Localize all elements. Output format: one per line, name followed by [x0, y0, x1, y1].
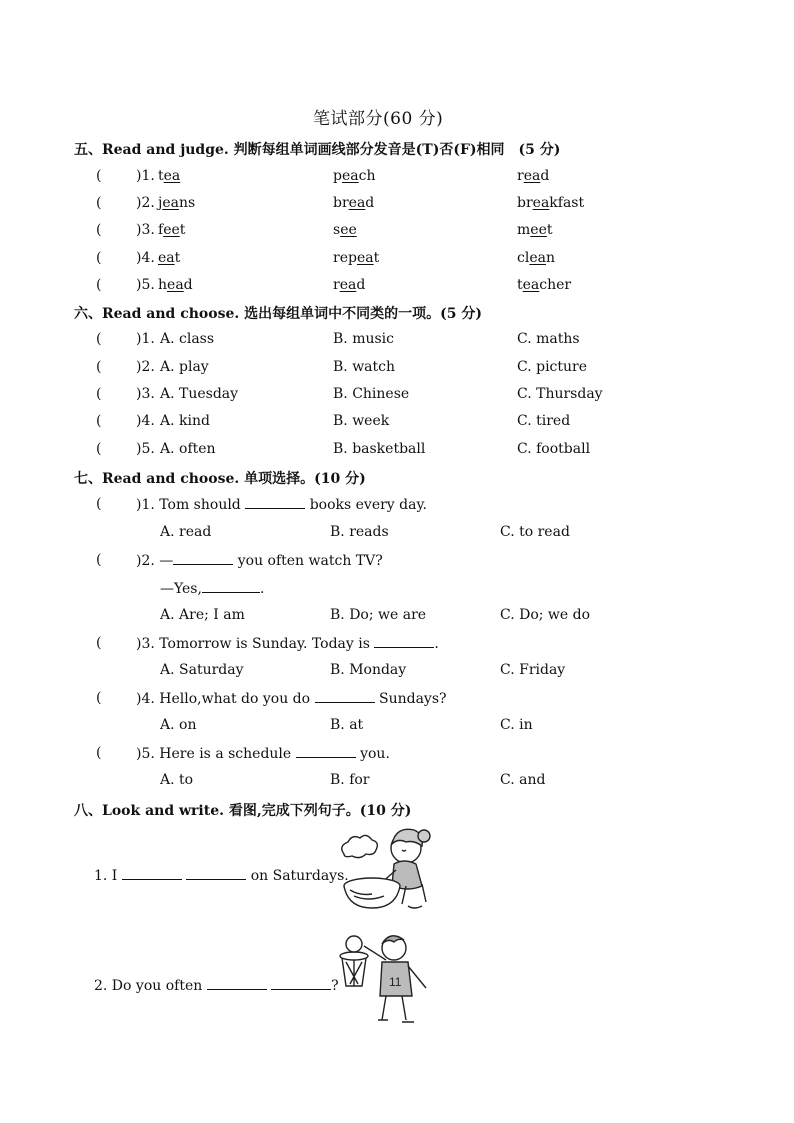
option-b: B. at — [330, 717, 364, 733]
paren: ( — [96, 250, 102, 266]
item-number: )2. — [136, 195, 155, 211]
option-a: A. often — [160, 441, 216, 457]
underlined-letters: ea — [356, 250, 374, 266]
underlined-letters: ea — [162, 195, 179, 211]
underlined-letters: ea — [532, 195, 550, 211]
option-b: B. reads — [330, 524, 389, 540]
option-a: A. play — [160, 359, 209, 375]
answer-blank[interactable] — [315, 690, 375, 703]
question-8-1: 1. I on Saturdays. — [94, 868, 349, 884]
underlined-letters: ea — [522, 277, 540, 293]
section-7-heading: 七、Read and choose. 单项选择。(10 分) — [74, 471, 366, 487]
underlined-letters: ea — [167, 277, 184, 293]
option-c: C. Friday — [500, 662, 566, 678]
word: peach — [333, 168, 376, 184]
underlined-letters: ee — [530, 222, 547, 238]
word: read — [517, 168, 550, 184]
answer-blank[interactable] — [207, 977, 267, 990]
option-c: C. Do; we do — [500, 607, 591, 623]
option-c: C. tired — [517, 413, 571, 429]
question-7-2-line2: —Yes, . — [160, 581, 265, 597]
question-7-1: )1. Tom should books every day. — [136, 497, 427, 513]
paren: ( — [96, 745, 102, 761]
word: eat — [158, 250, 181, 266]
question-7-4: )4. Hello,what do you do Sundays? — [136, 691, 447, 707]
item-number: )1. — [136, 168, 155, 184]
option-b: B. week — [333, 413, 390, 429]
option-c: C. in — [500, 717, 533, 733]
answer-blank[interactable] — [122, 867, 182, 880]
option-b: B. music — [333, 331, 394, 347]
underlined-letters: ea — [339, 277, 357, 293]
word: see — [333, 222, 357, 238]
paren: ( — [96, 359, 102, 375]
option-c: C. football — [517, 441, 591, 457]
item-number: )2. — [136, 359, 155, 375]
word: teacher — [517, 277, 572, 293]
section-5-heading: 五、Read and judge. 判断每组单词画线部分发音是(T)否(F)相同 (5 分) — [74, 142, 561, 158]
section-8-heading: 八、Look and write. 看图,完成下列句子。(10 分) — [74, 803, 412, 819]
item-number: )3. — [136, 386, 155, 402]
answer-blank[interactable] — [186, 867, 246, 880]
option-b: B. Chinese — [333, 386, 410, 402]
option-c: C. Thursday — [517, 386, 603, 402]
item-number: )5. — [136, 277, 155, 293]
item-number: )4. — [136, 413, 155, 429]
answer-blank[interactable] — [374, 635, 434, 648]
underlined-letters: ea — [163, 168, 181, 184]
word: read — [333, 277, 366, 293]
underlined-letters: ea — [529, 250, 546, 266]
basketball-picture — [336, 930, 440, 1034]
svg-text:11: 11 — [389, 975, 402, 989]
option-b: B. basketball — [333, 441, 426, 457]
word: tea — [158, 168, 181, 184]
option-c: C. picture — [517, 359, 588, 375]
underlined-letters: ea — [348, 195, 366, 211]
option-a: A. read — [160, 524, 212, 540]
paren: ( — [96, 168, 102, 184]
question-7-5: )5. Here is a schedule you. — [136, 746, 390, 762]
question-8-2: 2. Do you often ? — [94, 978, 339, 994]
paren: ( — [96, 496, 102, 512]
word: breakfast — [517, 195, 585, 211]
option-b: B. Do; we are — [330, 607, 427, 623]
paren: ( — [96, 552, 102, 568]
paren: ( — [96, 690, 102, 706]
word: meet — [517, 222, 553, 238]
option-b: B. for — [330, 772, 370, 788]
item-number: )5. — [136, 441, 155, 457]
page-title: 笔试部分(60 分) — [313, 109, 444, 129]
question-7-3: )3. Tomorrow is Sunday. Today is . — [136, 636, 439, 652]
option-b: B. Monday — [330, 662, 407, 678]
answer-blank[interactable] — [296, 745, 356, 758]
underlined-letters: ee — [340, 222, 357, 238]
word: head — [158, 277, 193, 293]
underlined-letters: ea — [158, 250, 175, 266]
question-7-2: )2. — you often watch TV? — [136, 553, 383, 569]
option-b: B. watch — [333, 359, 396, 375]
option-a: A. class — [160, 331, 215, 347]
washing-clothes-picture — [336, 820, 440, 920]
word: jeans — [158, 195, 196, 211]
option-a: A. to — [160, 772, 194, 788]
word: clean — [517, 250, 555, 266]
item-number: )4. — [136, 250, 155, 266]
underlined-letters: ea — [523, 168, 541, 184]
paren: ( — [96, 635, 102, 651]
option-c: C. to read — [500, 524, 570, 540]
option-a: A. Tuesday — [160, 386, 239, 402]
option-a: A. Are; I am — [160, 607, 245, 623]
answer-blank[interactable] — [271, 977, 331, 990]
answer-blank[interactable] — [245, 496, 305, 509]
word: feet — [158, 222, 186, 238]
underlined-letters: ea — [341, 168, 359, 184]
answer-blank[interactable] — [202, 580, 260, 593]
option-a: A. Saturday — [160, 662, 244, 678]
option-a: A. kind — [160, 413, 210, 429]
paren: ( — [96, 413, 102, 429]
item-number: )1. — [136, 331, 155, 347]
paren: ( — [96, 195, 102, 211]
option-c: C. maths — [517, 331, 580, 347]
paren: ( — [96, 277, 102, 293]
section-6-heading: 六、Read and choose. 选出每组单词中不同类的一项。(5 分) — [74, 306, 482, 322]
paren: ( — [96, 386, 102, 402]
option-c: C. and — [500, 772, 546, 788]
word: bread — [333, 195, 375, 211]
option-a: A. on — [160, 717, 197, 733]
item-number: )3. — [136, 222, 155, 238]
paren: ( — [96, 331, 102, 347]
paren: ( — [96, 441, 102, 457]
underlined-letters: ee — [163, 222, 180, 238]
word: repeat — [333, 250, 380, 266]
paren: ( — [96, 222, 102, 238]
answer-blank[interactable] — [173, 552, 233, 565]
